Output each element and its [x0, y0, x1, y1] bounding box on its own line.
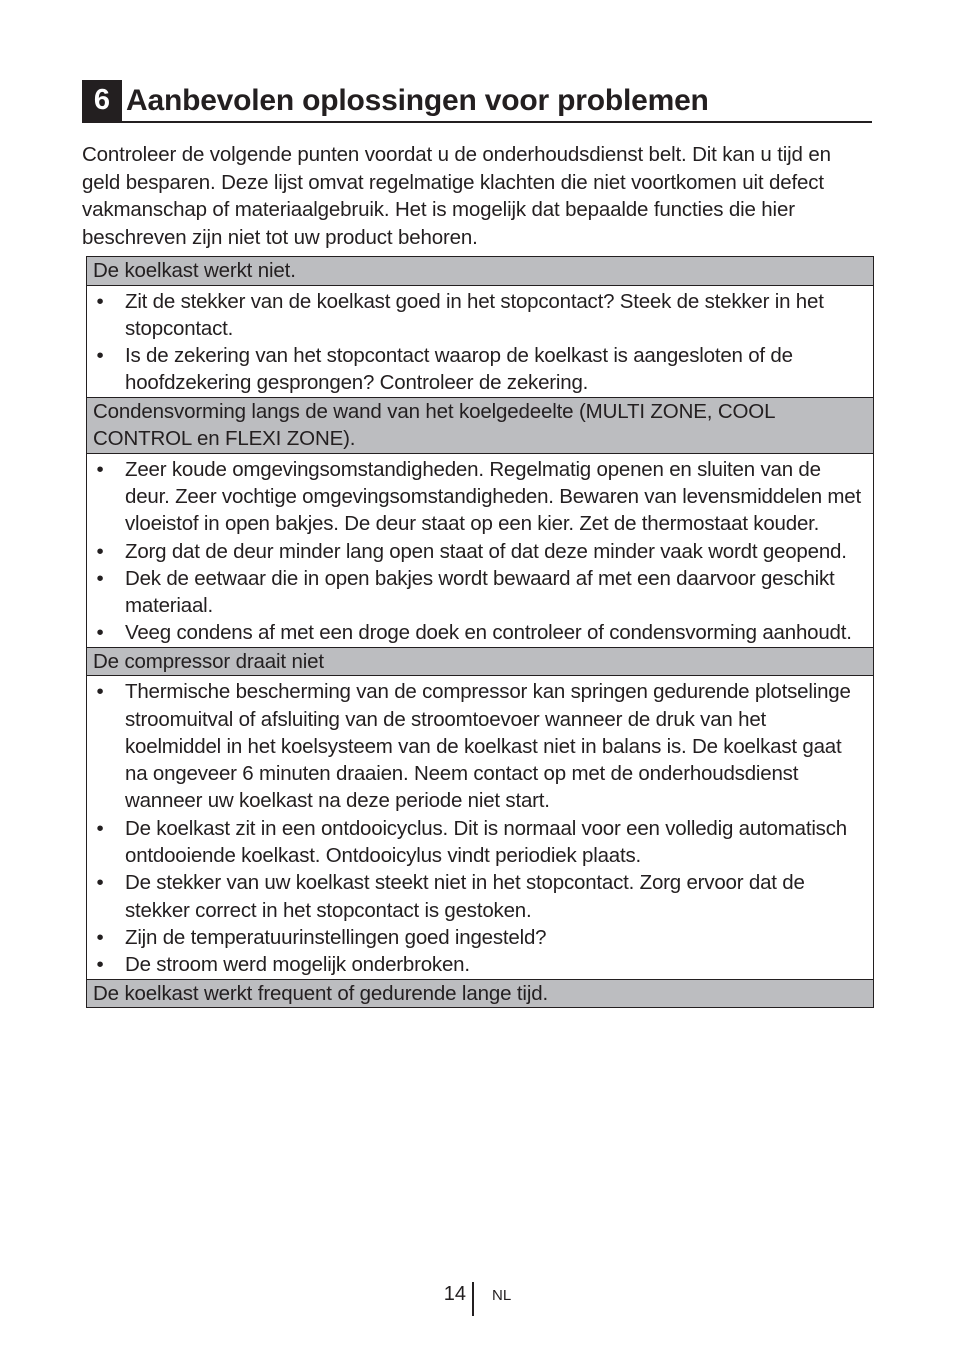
- bullet-icon: •: [96, 925, 104, 949]
- section-number-badge: 6: [82, 80, 122, 121]
- solution-item: [87, 815, 873, 870]
- solution-item: [87, 342, 873, 397]
- bullet-icon: •: [96, 680, 104, 704]
- solution-item: [87, 951, 873, 978]
- bullet-icon: •: [96, 621, 104, 645]
- solution-item: [87, 565, 873, 620]
- footer-divider: [472, 1282, 474, 1316]
- troubleshooting-table: [86, 256, 874, 1008]
- bullet-icon: •: [96, 289, 104, 313]
- solution-text: Dek de eetwaar die in open bakjes wordt bewaard af met een daarvoor geschikt materiaal.: [125, 566, 835, 618]
- language-code: NL: [492, 1287, 512, 1304]
- solution-list: [87, 678, 873, 978]
- solution-item: [87, 288, 873, 343]
- bullet-icon: •: [96, 539, 104, 563]
- section-heading: [82, 80, 872, 123]
- intro-paragraph: Controleer de volgende punten voordat u de onderhoudsdienst belt. Dit kan u tijd en geld besparen. Deze lijst omvat regelmatige klachten die niet voortkomen uit defect vakmanschap of materiaalgebruik. Het is mogelijk dat bepaalde functies die hier beschreven zijn niet tot uw product behoren.: [82, 143, 831, 249]
- solution-text: Veeg condens af met een droge doek en controleer of condensvorming aanhoudt.: [125, 621, 852, 645]
- solution-text: De stekker van uw koelkast steekt niet in het stopcontact. Zorg ervoor dat de stekker correct in het stopcontact is gestoken.: [125, 871, 805, 922]
- problem-header: Condensvorming langs de wand van het koelgedeelte (MULTI ZONE, COOL CONTROL en FLEXI ZONE).: [87, 397, 873, 453]
- solution-text: Zorg dat de deur minder lang open staat of dat deze minder vaak wordt geopend.: [125, 539, 847, 563]
- solution-list-cell: [87, 453, 873, 647]
- page-number: 14: [443, 1283, 466, 1305]
- bullet-icon: •: [96, 953, 104, 977]
- problem-header: De koelkast werkt niet.: [87, 257, 873, 285]
- solution-text: De stroom werd mogelijk onderbroken.: [125, 953, 470, 977]
- bullet-icon: •: [96, 566, 104, 590]
- solution-text: Zijn de temperatuurinstellingen goed ingesteld?: [125, 925, 547, 949]
- problem-header: De koelkast werkt frequent of gedurende lange tijd.: [87, 979, 873, 1008]
- page-footer: [0, 1282, 954, 1316]
- bullet-icon: •: [96, 344, 104, 368]
- solution-item: [87, 869, 873, 924]
- solution-item: [87, 678, 873, 814]
- solution-text: Is de zekering van het stopcontact waarop de koelkast is aangesloten of de hoofdzekering gesprongen? Controleer de zekering.: [125, 344, 793, 395]
- solution-text: Zit de stekker van de koelkast goed in het stopcontact? Steek de stekker in het stopcontact.: [125, 289, 824, 340]
- solution-list: [87, 456, 873, 647]
- bullet-icon: •: [96, 457, 104, 481]
- solution-text: De koelkast zit in een ontdooicyclus. Dit is normaal voor een volledig automatisch ontdooiende koelkast. Ontdooicylus vindt periodiek plaats.: [125, 816, 847, 868]
- solution-list: [87, 288, 873, 397]
- solution-text: Zeer koude omgevingsomstandigheden. Regelmatig openen en sluiten van de deur. Zeer vochtige omgevingsomstandigheden. Bewaren van levensmiddelen met vloeistof in open bakjes. De deur staat op een kier. Zet de thermostaat kouder.: [125, 457, 861, 536]
- solution-list-cell: [87, 675, 873, 978]
- solution-item: [87, 538, 873, 565]
- bullet-icon: •: [96, 816, 104, 840]
- solution-item: [87, 924, 873, 951]
- solution-item: [87, 619, 873, 646]
- bullet-icon: •: [96, 871, 104, 895]
- section-title: Aanbevolen oplossingen voor problemen: [126, 84, 709, 117]
- solution-list-cell: [87, 285, 873, 397]
- solution-text: Thermische bescherming van de compressor kan springen gedurende plotselinge stroomuitval of afsluiting van de stroomtoevoer wanneer de druk van het koelmiddel in het koelsysteem van de koelkast niet in balans is. De koelkast gaat na ongeveer 6 minuten draaien. Neem contact op met de onderhoudsdienst wanneer uw koelkast na deze periode niet start.: [125, 680, 851, 813]
- solution-item: [87, 456, 873, 538]
- problem-header: De compressor draait niet: [87, 647, 873, 676]
